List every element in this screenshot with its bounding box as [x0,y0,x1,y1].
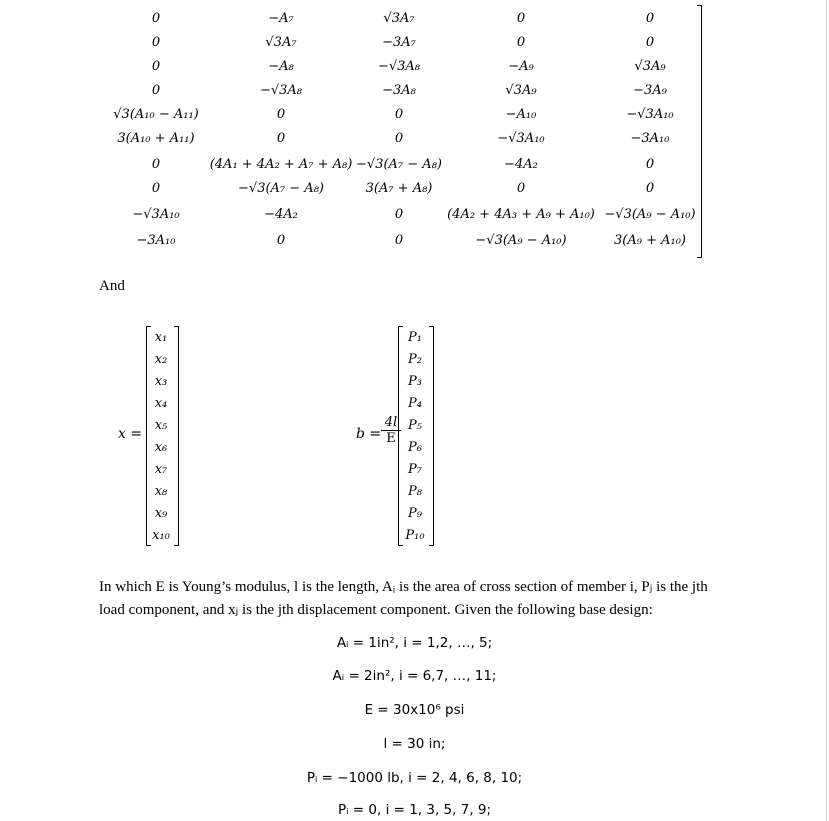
vector-b-entry: P₉ [408,506,422,521]
matrix-cell: 0 [516,11,526,26]
vector-x-entry: x₁₀ [152,528,170,543]
matrix-cell: √3(A₁₀ − A₁₁) [113,107,199,122]
and-text: And [99,278,125,294]
matrix-cell: 0 [151,181,161,196]
matrix-cell: 0 [394,207,404,222]
matrix-cell: √3A₉ [505,83,537,98]
vector-x-right-bracket [174,326,179,546]
matrix-cell: −√3(A₉ − A₁₀) [604,207,696,222]
description-paragraph [99,576,799,622]
matrix-cell: 0 [151,83,161,98]
vector-x-entry: x₁ [154,330,168,345]
vector-b-entry: P₂ [408,352,422,367]
equation-load-1: Pᵢ = −1000 lb, i = 2, 4, 6, 8, 10; [306,770,523,786]
matrix-cell: 0 [276,107,286,122]
fraction-denominator: E [386,431,396,446]
matrix-cell: −√3A₁₀ [132,207,180,222]
matrix-cell: 0 [394,131,404,146]
matrix-cell: −A₁₀ [505,107,537,122]
equation-length: l = 30 in; [383,736,446,752]
matrix-cell: √3A₇ [265,35,297,50]
matrix-right-bracket [697,5,702,258]
vector-x-entry: x₃ [154,374,168,389]
matrix-cell: 3(A₁₀ + A₁₁) [117,131,195,146]
matrix-cell: −3A₁₀ [136,233,176,248]
matrix-cell: −√3A₈ [259,83,303,98]
matrix-cell: −3A₉ [633,83,667,98]
matrix-cell: 0 [516,35,526,50]
stiffness-matrix [0,0,829,262]
vector-b-entry: P₆ [408,440,422,455]
matrix-cell: 0 [394,107,404,122]
vector-x-entry: x₅ [154,418,168,433]
equation-modulus: E = 30x10⁶ psi [364,702,465,718]
matrix-cell: −3A₁₀ [630,131,670,146]
paragraph-line-2: load component, and xⱼ is the jth displacement component. Given the following base design: [99,602,653,618]
matrix-cell: 0 [394,233,404,248]
matrix-cell: −√3A₁₀ [626,107,674,122]
matrix-cell: −4A₂ [264,207,298,222]
matrix-cell: √3A₉ [634,59,666,74]
matrix-cell: 0 [516,181,526,196]
vector-x-entry: x₂ [154,352,168,367]
matrix-cell: −√3A₈ [377,59,421,74]
matrix-cell: −A₈ [268,59,294,74]
matrix-cell: (4A₂ + 4A₃ + A₉ + A₁₀) [447,207,595,222]
vector-b-left-bracket [398,326,403,546]
vector-b-entry: P₃ [408,374,422,389]
equation-load-2: Pᵢ = 0, i = 1, 3, 5, 7, 9; [337,802,492,818]
vector-b-entry: P₇ [408,462,422,477]
matrix-cell: −3A₈ [382,83,416,98]
matrix-cell: 0 [151,11,161,26]
matrix-cell: 0 [151,59,161,74]
vector-b-entry: P₁ [408,330,422,345]
vector-b-entry: P₅ [408,418,422,433]
vector-x-entry: x₄ [154,396,168,411]
matrix-cell: −√3A₁₀ [497,131,545,146]
equation-area-1: Aᵢ = 1in², i = 1,2, …, 5; [336,635,493,651]
matrix-cell: √3A₇ [383,11,415,26]
vector-x-left-bracket [146,326,151,546]
matrix-cell: 0 [151,35,161,50]
matrix-cell: −3A₇ [382,35,416,50]
vector-b-entry: P₁₀ [405,528,425,543]
vector-b-entry: P₈ [408,484,422,499]
vector-b-label: b = [356,426,382,442]
vector-b-right-bracket [429,326,434,546]
vector-x-entry: x₉ [154,506,168,521]
matrix-cell: 0 [276,233,286,248]
matrix-cell: −4A₂ [504,157,538,172]
fraction-numerator: 4l [381,415,401,431]
matrix-cell: −√3(A₉ − A₁₀) [475,233,567,248]
matrix-cell: −A₉ [508,59,534,74]
matrix-cell: 0 [645,35,655,50]
vector-x-entry: x₈ [154,484,168,499]
vector-x-entry: x₆ [154,440,168,455]
matrix-cell: 0 [645,157,655,172]
vector-x-label: x = [118,426,143,442]
vector-x-entry: x₇ [154,462,168,477]
paragraph-line-1: In which E is Young’s modulus, l is the length, Aᵢ is the area of cross section of member i, Pⱼ is the jth [99,579,708,595]
matrix-cell: −A₇ [268,11,294,26]
vector-b-entry: P₄ [408,396,422,411]
matrix-cell: 3(A₇ + A₈) [365,181,433,196]
matrix-cell: (4A₁ + 4A₂ + A₇ + A₈) [209,157,353,172]
matrix-cell: 3(A₉ + A₁₀) [614,233,686,248]
equation-area-2: Aᵢ = 2in², i = 6,7, …, 11; [332,668,497,684]
matrix-cell: 0 [151,157,161,172]
matrix-cell: −√3(A₇ − A₈) [238,181,324,196]
matrix-cell: 0 [645,11,655,26]
matrix-cell: 0 [645,181,655,196]
matrix-cell: 0 [276,131,286,146]
matrix-cell: −√3(A₇ − A₈) [356,157,442,172]
